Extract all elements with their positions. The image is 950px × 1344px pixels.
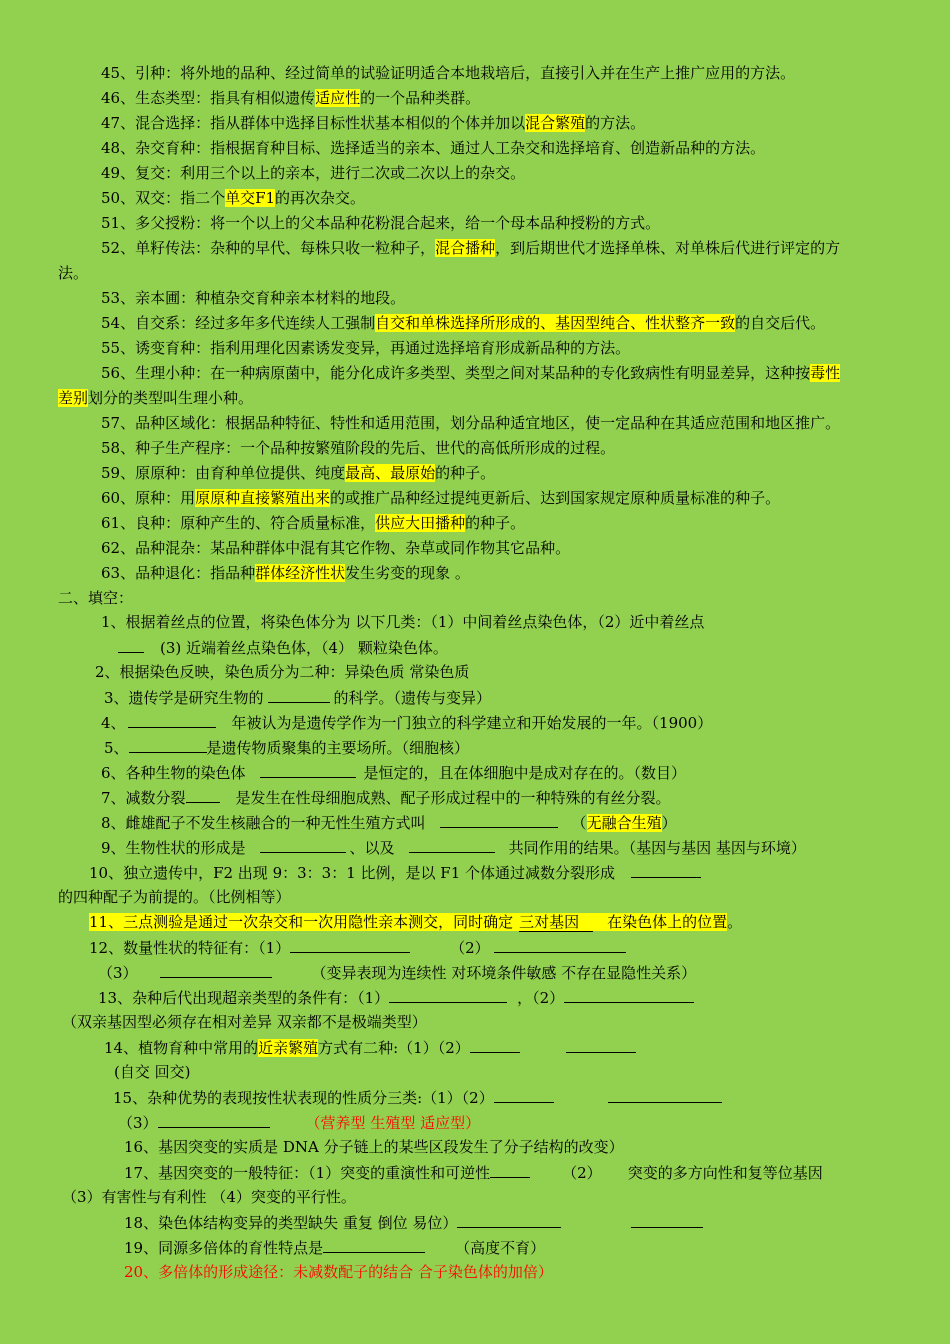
definition-57: 57、品种区域化：根据品种特征、特性和适用范围，划分品种适宜地区，使一定品种在其适应范围和地区推广。 <box>101 414 841 432</box>
fill-8: 8、雌雄配子不发生核融合的一种无性生殖方式叫 （无融合生殖） <box>101 811 677 834</box>
definition-53: 53、亲本圃：种植杂交育种亲本材料的地段。 <box>101 289 406 307</box>
fill-7: 7、减数分裂 是发生在性母细胞成熟、配子形成过程中的一种特殊的有丝分裂。 <box>101 786 671 809</box>
answer-blank <box>494 1086 554 1103</box>
answer-blank <box>389 986 507 1003</box>
fill-6: 6、各种生物的染色体 是恒定的，且在体细胞中是成对存在的。（数目） <box>101 761 686 784</box>
fill-5: 5、 是遗传物质聚集的主要场所。（细胞核） <box>104 736 469 759</box>
definition-50: 50、双交：指二个单交F1的再次杂交。 <box>101 189 366 207</box>
fill-12-cont: （3） （变异表现为连续性 对环境条件敏感 不存在显隐性关系） <box>98 961 696 984</box>
fill-15-cont: （3） （营养型 生殖型 适应型） <box>118 1111 480 1134</box>
fill-16: 16、基因突变的实质是 DNA 分子链上的某些区段发生了分子结构的改变） <box>124 1138 624 1156</box>
definition-56: 56、生理小种：在一种病原菌中，能分化成许多类型、类型之间对某品种的专化致病性有明显差异，这种按毒性 <box>101 364 841 382</box>
definition-54: 54、自交系：经过多年多代连续人工强制自交和单株选择所形成的、基因型纯合、性状整齐一致的自交后代。 <box>101 314 826 332</box>
answer-blank <box>631 861 701 878</box>
definition-49: 49、复交：利用三个以上的亲本，进行二次或二次以上的杂交。 <box>101 164 526 182</box>
definition-56-cont: 差别划分的类型叫生理小种。 <box>58 389 254 407</box>
fill-3: 3、遗传学是研究生物的 的科学。（遗传与变异） <box>104 686 491 709</box>
fill-10-cont: 的四种配子为前提的。（比例相等） <box>58 888 291 906</box>
fill-11: 11、三点测验是通过一次杂交和一次用隐性亲本测交，同时确定 三对基因 在染色体上的位置。 <box>89 913 743 931</box>
definition-63: 63、品种退化：指品种群体经济性状发生劣变的现象 。 <box>101 564 470 582</box>
fill-13: 13、杂种后代出现超亲类型的条件有：（1） ，（2） <box>98 986 694 1009</box>
fill-19: 19、同源多倍体的育性特点是 （高度不育） <box>124 1236 545 1259</box>
answer-blank <box>158 1111 270 1128</box>
definition-47: 47、混合选择：指从群体中选择目标性状基本相似的个体并加以混合繁殖的方法。 <box>101 114 646 132</box>
definition-45: 45、引种：将外地的品种、经过简单的试验证明适合本地栽培后，直接引入并在生产上推广应用的方法。 <box>101 64 796 82</box>
definition-62: 62、品种混杂：某品种群体中混有其它作物、杂草或同作物其它品种。 <box>101 539 571 557</box>
answer-blank <box>564 986 694 1003</box>
definition-59: 59、原原种：由育种单位提供、纯度最高、最原始的种子。 <box>101 464 496 482</box>
definition-52-cont: 法。 <box>58 264 89 282</box>
definition-48: 48、杂交育种：指根据育种目标、选择适当的亲本、通过人工杂交和选择培育、创造新品种的方法。 <box>101 139 766 157</box>
answer-blank <box>457 1211 561 1228</box>
fill-13-cont: （双亲基因型必须存在相对差异 双亲都不是极端类型） <box>62 1013 427 1031</box>
fill-14: 14、植物育种中常用的近亲繁殖方式有二种:（1）（2） <box>104 1036 636 1059</box>
fill-15: 15、杂种优势的表现按性状表现的性质分三类:（1）（2） <box>113 1086 722 1109</box>
fill-2: 2、根据染色反映，染色质分为二种：异染色质 常染色质 <box>95 663 470 681</box>
answer-blank <box>260 836 346 853</box>
answer-blank <box>128 711 216 728</box>
fill-20: 20、多倍体的形成途径：未减数配子的结合 合子染色体的加倍） <box>124 1263 553 1281</box>
fill-12: 12、数量性状的特征有：（1） （2） <box>89 936 626 959</box>
fill-14-cont: (自交 回交) <box>114 1063 191 1081</box>
answer-blank <box>631 1211 703 1228</box>
fill-1: 1、根据着丝点的位置，将染色体分为 以下几类：（1）中间着丝点染色体，（2）近中着丝点 <box>101 613 705 631</box>
answer-blank <box>260 761 356 778</box>
answer-blank <box>566 1036 636 1053</box>
answer-blank <box>290 936 410 953</box>
fill-18: 18、染色体结构变异的类型缺失 重复 倒位 易位） <box>124 1211 703 1234</box>
answer-blank <box>129 736 207 753</box>
answer-blank <box>608 1086 722 1103</box>
definition-61: 61、良种：原种产生的、符合质量标准，供应大田播种的种子。 <box>101 514 526 532</box>
fill-10: 10、独立遗传中，F2 出现 9：3：3：1 比例，是以 F1 个体通过减数分裂形成 <box>89 861 701 884</box>
answer-blank <box>186 786 220 803</box>
answer-blank <box>323 1236 425 1253</box>
answer-blank <box>494 936 626 953</box>
answer-blank <box>440 811 558 828</box>
definition-52: 52、单籽传法：杂种的早代、每株只收一粒种子，混合播种，到后期世代才选择单株、对单株后代进行评定的方 <box>101 239 841 257</box>
answer-blank <box>409 836 495 853</box>
fill-4: 4、 年被认为是遗传学作为一门独立的科学建立和开始发展的一年。（1900） <box>101 711 712 734</box>
fill-9: 9、生物性状的形成是 、以及 共同作用的结果。（基因与基因 基因与环境） <box>101 836 806 859</box>
answer-blank <box>118 636 144 653</box>
fill-17-cont: （3）有害性与有利性 （4）突变的平行性。 <box>62 1188 356 1206</box>
definition-60: 60、原种：用原原种直接繁殖出来的或推广品种经过提纯更新后、达到国家规定原种质量标准的种子。 <box>101 489 781 507</box>
answer-blank <box>470 1036 520 1053</box>
section-title: 二、填空： <box>58 589 134 607</box>
fill-17: 17、基因突变的一般特征：（1）突变的重演性和可逆性 （2） 突变的多方向性和复等位基因 <box>124 1161 823 1184</box>
answer-blank <box>160 961 272 978</box>
definition-58: 58、种子生产程序：一个品种按繁殖阶段的先后、世代的高低所形成的过程。 <box>101 439 616 457</box>
definition-51: 51、多父授粉：将一个以上的父本品种花粉混合起来，给一个母本品种授粉的方式。 <box>101 214 661 232</box>
fill-1-cont: (3) 近端着丝点染色体，（4） 颗粒染色体。 <box>118 636 448 659</box>
definition-55: 55、诱变育种：指利用理化因素诱发变异，再通过选择培育形成新品种的方法。 <box>101 339 631 357</box>
answer-blank <box>268 686 330 703</box>
definition-46: 46、生态类型：指具有相似遗传适应性的一个品种类群。 <box>101 89 481 107</box>
answer-blank <box>490 1161 530 1178</box>
